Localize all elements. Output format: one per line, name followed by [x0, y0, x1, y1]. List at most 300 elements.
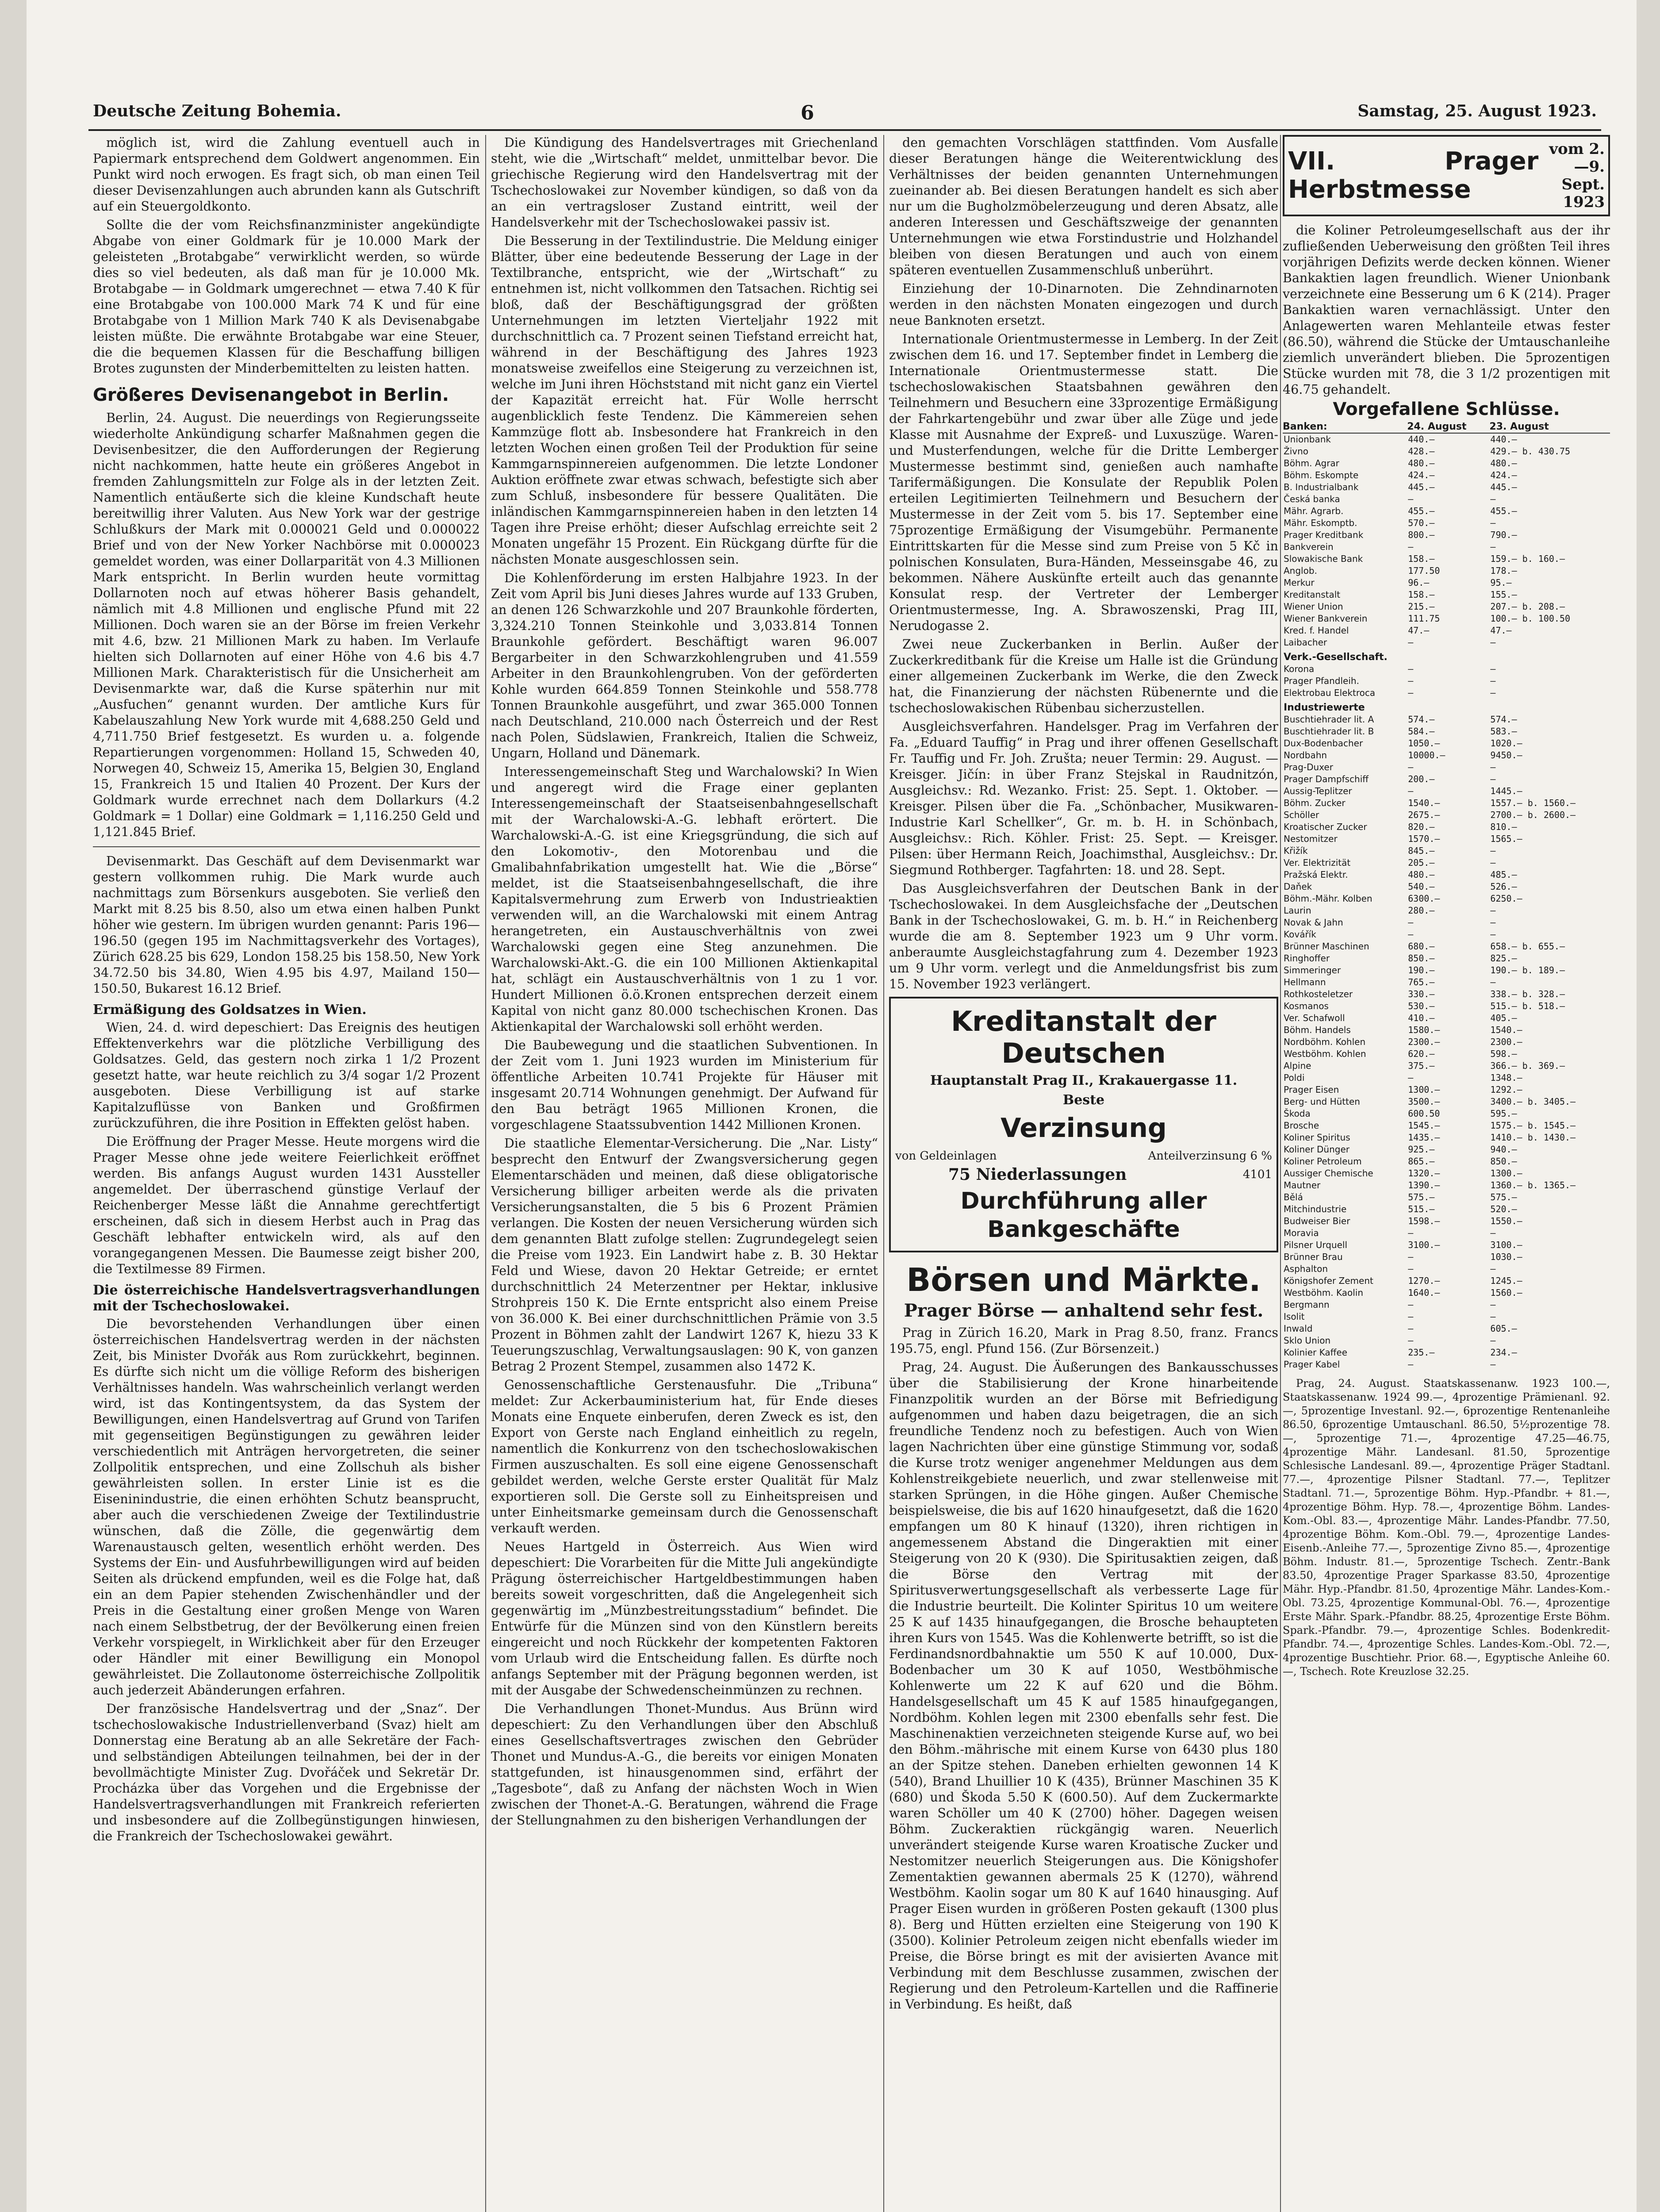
quote-value-current: 410.—: [1408, 1013, 1435, 1023]
quote-name: Alpine: [1284, 1060, 1311, 1071]
quotes-row: [1283, 687, 1610, 699]
quote-name: Isolit: [1284, 1311, 1305, 1322]
quotes-row: [1283, 857, 1610, 869]
market-intro: die Koliner Petroleumgesellschaft aus der ihr zufließenden Ueberweisung den größten Teil ihres vorjährigen Defizits werde decken können. Wiener Bankaktien lagen freundlich. Wiener Unionbank verzeichnete eine Besserung um 6 K (214). Prager Bankaktien waren vernachlässigt. Unter den Anlagewerten waren Mehlanteile etwas fester (86.50), während die Stücke der Umtauschanleihe ziemlich unverändert blieben. Die 5prozentigen Stücke wurden mit 78, die 3 1/2 prozentigen mit 46.75 gehandelt.: [1283, 223, 1610, 397]
quote-name: Dux-Bodenbacher: [1284, 738, 1363, 749]
quote-value-previous: 95.—: [1490, 577, 1512, 588]
quotes-row: [1283, 577, 1610, 589]
quotes-row: [1283, 1335, 1610, 1347]
quote-value-current: 177.50: [1408, 565, 1440, 576]
article-paragraph: Ausgleichsverfahren. Handelsger. Prag im Verfahren der Fa. „Eduard Tauffig“ in Prag und ihrer offenen Gesellschaft Fr. Tauffig und Fr. Joh. Zrušta; neuer Termin: 29. August. — Kreisger. Jičín: in über Franz Stejskal in Raudnitzón, Ausgleichsv.: Rd. Wezanko. Frist: 25. Sept. 1. Oktober. — Kreisger. Pilsen über die Fa. „Schönbacher, Musikwaren-Industrie Karl Schellker“, Gr. m. b. H. in Schönbach, Ausgleichsv.: Rich. Köhler. Frist: 25. Sept. — Kreisger. Pilsen: über Hermann Reich, Joachimsthal, Ausgleichsv.: Dr. Siegmund Rothberger. Tagfahrten: 18. und 28. Sept.: [889, 719, 1278, 877]
quote-value-previous: 3400.— b. 3405.—: [1490, 1096, 1576, 1107]
quote-value-previous: 445.—: [1490, 482, 1517, 492]
quote-value-current: 455.—: [1408, 506, 1435, 516]
quote-value-previous: 178.—: [1490, 565, 1517, 576]
quote-value-previous: 440.—: [1490, 434, 1517, 445]
quote-value-current: —: [1408, 1299, 1414, 1310]
quotes-row: [1283, 1227, 1610, 1239]
quote-value-current: 235.—: [1408, 1347, 1435, 1358]
quote-value-current: 3100.—: [1408, 1240, 1440, 1250]
quote-name: Asphalton: [1284, 1263, 1328, 1274]
quote-name: Böhm.-Mähr. Kolben: [1284, 893, 1372, 904]
quote-name: Křižík: [1284, 845, 1308, 856]
quote-value-previous: 1445.—: [1490, 786, 1522, 796]
quote-value-current: —: [1408, 1263, 1414, 1274]
section-rule: [93, 846, 480, 847]
quotes-row: [1283, 869, 1610, 881]
quote-value-current: 1270.—: [1408, 1275, 1440, 1286]
article-paragraph: Das Ausgleichsverfahren der Deutschen Bank in der Tschechoslowakei. In dem Ausgleichsfache der „Deutschen Bank in der Tschechoslowakei, G. m. b. H.“ in Reichenberg wurde die am 8. September 1923 um 9 Uhr vorm. anberaumte Ausgleichstagfahrung zum 4. Dezember 1923 um 9 Uhr vorm. verlegt und die Anmeldungsfrist bis zum 15. November 1923 verlängert.: [889, 881, 1278, 991]
bank-interest: Verzinsung: [1001, 1113, 1167, 1144]
article-paragraph: den gemachten Vorschlägen stattfinden. Vom Ausfalle dieser Beratungen hänge die Weiterentwicklung des Verhältnisses der beiden genannten Unternehmungen zueinander ab. Bei diesen Beratungen handelt es sich aber nur um die Bugholzmöbelerzeugung und deren Absatz, alle anderen Interessen und Geschäftszweige der genannten Unternehmungen wie etwa Forstindustrie und Holzhandel bleiben von diesen Beratungen und auch von einem späteren eventuellen Zusammenschluß unberührt.: [889, 135, 1278, 277]
bond-quotes: Prag, 24. August. Staatskassenanw. 1923 100.—, Staatskassenanw. 1924 99.—, 4prozentige Prämienanl. 92.—, 5prozentige Investanl. 92.—, 6prozentige Rentenanleihe 86.50, 6prozentige Umtauschanl. 86.50, 5½prozentige 78.—, 5prozentige 71.—, 4prozentige 47.25—46.75, 4prozentige Mähr. Landesanl. 81.50, 5prozentige Schlesische Landesanl. 89.—, 4prozentige Präger Stadtanl. 77.—, 4prozentige Pilsner Stadtanl. 77.—, Teplitzer Stadtanl. 71.—, 5prozentige Böhm. Hyp.-Pfandbr. + 81.—, 4prozentige Böhm. Hyp. 78.—, 4prozentige Böhm. Landes-Kom.-Obl. 83.—, 4prozentige Mähr. Landes-Pfandbr. 77.50, 4prozentige Böhm. Kom.-Obl. 79.—, 4prozentige Landes-Eisenb.-Anleihe 77.—, 5prozentige Zivno 85.—, 4prozentige Böhm. Industr. 81.—, 5prozentige Tschech. Zentr.-Bank 83.50, 4prozentige Prager Sparkasse 83.50, 4prozentige Mähr. Hyp.-Pfandbr. 81.50, 4prozentige Mähr. Landes-Kom.-Obl. 73.25, 4prozentige Kommunal-Obl. 76.—, 4prozentige Erste Mähr. Spark.-Pfandbr. 88.25, 4prozentige Erste Böhm. Spark.-Pfandbr. 79.—, 4prozentige Schles. Bodenkredit-Pfandbr. 74.—, 4prozentige Schles. Landes-Kom.-Obl. 72.—, 4prozentige Buschtiehr. Prior. 68.—, Egyptische Anleihe 60.—, Tschech. Rote Kreuzlose 32.25.: [1283, 1377, 1610, 1678]
quote-value-current: 1540.—: [1408, 798, 1440, 808]
issue-date: Samstag, 25. August 1923.: [1357, 102, 1597, 120]
quotes-header-row: [1283, 421, 1610, 433]
quote-value-previous: 366.— b. 369.—: [1490, 1060, 1565, 1071]
article-paragraph: Einziehung der 10-Dinarnoten. Die Zehndinarnoten werden in den nächsten Monaten eingezogen und durch neue Banknoten ersetzt.: [889, 281, 1278, 328]
quotes-row: [1283, 773, 1610, 785]
quotes-row: [1283, 1215, 1610, 1227]
quote-name: Unionbank: [1284, 434, 1331, 445]
quote-value-current: 47.—: [1408, 625, 1430, 636]
quote-value-previous: —: [1490, 762, 1496, 772]
quote-value-current: 600.50: [1408, 1108, 1440, 1119]
quote-value-previous: 526.—: [1490, 881, 1517, 892]
quote-name: Böhm. Agrar: [1284, 458, 1339, 469]
quotes-row: [1283, 905, 1610, 917]
article-paragraph: Genossenschaftliche Gerstenausfuhr. Die „Tribuna“ meldet: Zur Ackerbauministerium hat, für Ende dieses Monats eine Enquete einberufen, deren Zweck es ist, den Export von Gerste nach England einheitlich zu regeln, namentlich die Konkurrenz von den tschechoslowakischen Firmen auszuschalten. Es soll eine eigene Genossenschaft gebildet werden, welche Gerste erster Qualität für Malz exportieren soll. Die Gerste soll zu Einheitspreisen und unter Einheitsmarke gemeinsam durch die Genossenschaft verkauft werden.: [491, 1378, 878, 1536]
quotes-row: [1283, 1311, 1610, 1323]
bank-deposit-label: von Geldeinlagen: [895, 1149, 997, 1163]
bank-name: Kreditanstalt der Deutschen: [951, 1005, 1216, 1069]
quote-value-current: 480.—: [1408, 869, 1435, 880]
quotes-row: [1283, 1084, 1610, 1096]
quotes-row: [1283, 1239, 1610, 1251]
section-subtitle: Prager Börse — anhaltend sehr fest.: [904, 1300, 1264, 1321]
quote-value-previous: —: [1490, 664, 1496, 674]
quote-value-previous: 1560.—: [1490, 1287, 1522, 1298]
quotes-row: [1283, 737, 1610, 749]
quote-value-previous: 1410.— b. 1430.—: [1490, 1132, 1576, 1143]
quote-value-current: —: [1408, 664, 1414, 674]
quote-value-current: 190.—: [1408, 965, 1435, 975]
quote-value-current: 1050.—: [1408, 738, 1440, 749]
quote-value-current: 765.—: [1408, 977, 1435, 987]
masthead-title: Deutsche Zeitung Bohemia.: [93, 102, 341, 120]
quotes-row: [1283, 663, 1610, 675]
quote-name: Bergmann: [1284, 1299, 1330, 1310]
quote-value-current: 800.—: [1408, 530, 1435, 540]
quotes-row: [1283, 457, 1610, 469]
quote-name: Sklo Union: [1284, 1335, 1331, 1346]
quotes-row: [1283, 1179, 1610, 1191]
quote-value-current: —: [1408, 1072, 1414, 1083]
column-1: [93, 135, 480, 2212]
quotes-row: [1283, 833, 1610, 845]
quote-name: Brünner Brau: [1284, 1252, 1343, 1262]
column-rule: [485, 135, 486, 2212]
quote-value-previous: —: [1490, 1311, 1496, 1322]
quotes-row: [1283, 1108, 1610, 1120]
quotes-row: [1283, 1203, 1610, 1215]
quotes-row: [1283, 1072, 1610, 1084]
quote-name: Laurin: [1284, 905, 1311, 916]
quote-value-current: —: [1408, 1228, 1414, 1238]
quote-value-previous: 2300.—: [1490, 1037, 1522, 1047]
quotes-row: [1283, 821, 1610, 833]
quotes-row: [1283, 785, 1610, 797]
quotes-row: [1283, 893, 1610, 905]
quotes-row: [1283, 988, 1610, 1000]
quote-name: Wiener Union: [1284, 601, 1343, 612]
quote-name: Aussig-Teplitzer: [1284, 786, 1352, 796]
bank-advertisement: [889, 997, 1278, 1252]
quote-value-previous: 455.—: [1490, 506, 1517, 516]
quote-value-previous: 605.—: [1490, 1323, 1517, 1334]
quote-name: Merkur: [1284, 577, 1315, 588]
quote-value-previous: 940.—: [1490, 1144, 1517, 1155]
quote-value-previous: 1557.— b. 1560.—: [1490, 798, 1576, 808]
quote-value-current: 540.—: [1408, 881, 1435, 892]
quote-name: Kosmanos: [1284, 1001, 1329, 1011]
quotes-row: [1283, 1347, 1610, 1359]
quote-value-current: 1435.—: [1408, 1132, 1440, 1143]
quote-value-current: —: [1408, 494, 1414, 504]
market-report: [889, 1325, 1278, 2012]
article-paragraph: Die Verhandlungen Thonet-Mundus. Aus Brünn wird depeschiert: Zu den Verhandlungen über den Abschluß eines Gesellschaftsvertrages zwischen den Gebrüder Thonet und Mundus-A.-G., die bereits vor einigen Monaten stattgefunden, ist hinausgenommen sind, erfährt der „Tagesbote“, daß zu Anfang der nächsten Woch in Wien zwischen der Thonet-A.-G. Beratungen, während die Frage der Stellungnahmen zu den bisherigen Verhandlungen der: [491, 1701, 878, 1828]
quote-name: Königshofer Zement: [1284, 1275, 1373, 1286]
quote-name: Simmeringer: [1284, 965, 1341, 975]
quote-value-current: 620.—: [1408, 1048, 1435, 1059]
article-heading: Größeres Devisenangebot in Berlin.: [93, 385, 449, 405]
quote-name: Ringhoffer: [1284, 953, 1330, 964]
quote-name: Inwald: [1284, 1323, 1313, 1334]
quote-name: Hellmann: [1284, 977, 1326, 987]
quote-value-previous: 1292.—: [1490, 1084, 1522, 1095]
quote-value-current: —: [1408, 929, 1414, 940]
quote-value-previous: 9450.—: [1490, 750, 1522, 760]
quote-value-previous: —: [1490, 857, 1496, 868]
quote-name: Schöller: [1284, 810, 1319, 820]
quote-value-current: 158.—: [1408, 589, 1435, 600]
quotes-row: [1283, 1156, 1610, 1167]
quote-value-previous: 47.—: [1490, 625, 1512, 636]
article-paragraph: möglich ist, wird die Zahlung eventuell auch in Papiermark entsprechend dem Goldwert angenommen. Ein Punkt wird noch erwogen. Es fragt sich, ob man einen Teil dieser Devisenzahlungen auch abrunden kann als Gutschrift auf ein Steuergoldkonto.: [93, 135, 480, 214]
quotes-col-a: 24. August: [1407, 421, 1489, 433]
article-paragraph: Zwei neue Zuckerbanken in Berlin. Außer der Zuckerkreditbank für die Kreise um Halle ist die Gründung einer allgemeinen Zuckerbank im Werke, die den Zweck hat, die Finanzierung der nächsten Rübenernte und die tschechoslowakischen Rübenbau sicherzustellen.: [889, 637, 1278, 715]
quote-value-current: —: [1408, 637, 1414, 648]
quotes-row: [1283, 845, 1610, 857]
quote-value-current: 2675.—: [1408, 810, 1440, 820]
quote-name: Slowakische Bank: [1284, 553, 1363, 564]
quotes-row: [1283, 1012, 1610, 1024]
quote-name: Pilsner Urquell: [1284, 1240, 1348, 1250]
quote-value-current: 330.—: [1408, 989, 1435, 999]
quote-name: Bělá: [1284, 1192, 1303, 1202]
quote-name: Westböhm. Kaolin: [1284, 1287, 1364, 1298]
quote-name: B. Industrialbank: [1284, 482, 1359, 492]
fair-dates-b: Sept. 1923: [1561, 176, 1605, 211]
quote-value-previous: —: [1490, 977, 1496, 987]
quotes-row: [1283, 1359, 1610, 1371]
quote-name: Böhm. Eskompte: [1284, 470, 1359, 480]
quotes-row: [1283, 565, 1610, 577]
quotes-row: [1283, 493, 1610, 505]
quote-name: Poldi: [1284, 1072, 1305, 1083]
quote-value-current: 574.—: [1408, 714, 1435, 725]
quote-value-previous: 520.—: [1490, 1204, 1517, 1214]
bank-services: Durchführung aller Bankgeschäfte: [960, 1188, 1207, 1243]
article-paragraph: Die Baubewegung und die staatlichen Subventionen. In der Zeit vom 1. Juni 1923 wurden im Ministerium für öffentliche Arbeiten 10.741 Projekte für Häuser mit insgesamt 20.714 Wohnungen genehmigt. Der Aufwand für den Bau beträgt 1965 Millionen Kronen, die vorgeschlagene Staatssubvention 1442 Millionen Kronen.: [491, 1038, 878, 1132]
quote-value-current: 3500.—: [1408, 1096, 1440, 1107]
quote-value-previous: —: [1490, 541, 1496, 552]
quote-name: Böhm. Handels: [1284, 1025, 1351, 1035]
article-paragraph: Prag in Zürich 16.20, Mark in Prag 8.50, franz. Francs 195.75, engl. Pfund 156. (Zur Börsenzeit.): [889, 1325, 1278, 1356]
quote-value-current: 215.—: [1408, 601, 1435, 612]
quotes-col-b: 23. August: [1489, 421, 1610, 433]
quote-name: Brünner Maschinen: [1284, 941, 1369, 952]
article-paragraph: Berlin, 24. August. Die neuerdings von Regierungsseite wiederholte Ankündigung scharfer Maßnahmen gegen die Devisenbesitzer, die den Aufforderungen der Regierung nicht nachkommen, hatte heute ein größeres Angebot in fremden Zahlungsmitteln zur Folge als in der letzten Zeit. Namentlich entäußerte sich die kleine Kundschaft heute bereitwillig ihrer Valuten. Aus New York war der gestrige Schlußkurs der Mark mit 0.000021 Geld und 0.000022 Brief und von der New Yorker Nachbörse mit 0.000023 gemeldet worden, was einer Dollarparität von 4.3 Millionen Mark entspricht. In Berlin wurden heute vormittag Dollarnoten noch auf etwas höherer Basis gehandelt, nämlich mit 4.8 Millionen und englische Pfund mit 22 Millionen. Doch waren sie an der Börse im freien Verkehr mit 4.6, bzw. 21 Millionen Mark zu haben. Im Verlaufe hielten sich Dollarnoten auf einer Höhe von 4.6 bis 4.7 Millionen Mark. Charakteristisch für die Unsicherheit am Devisenmarkte war, daß die Kurse späterhin nur mit „Ausfuchen“ genannt wurden. Der amtliche Kurs für Kabelauszahlung New York wurde mit 4,688.250 Geld und 4,711.750 Brief festgesetzt. Es wurden u. a. folgende Repartierungen vorgenommen: Holland 15, Schweden 40, Norwegen 40, Schweiz 15, Amerika 15, Belgien 30, England 15, Frankreich 15 und Italien 40 Prozent. Der Kurs der Goldmark wurde errechnet nach dem Dollarkurs (4.2 Goldmark = 1 Dollar) eine Goldmark = 1,116.250 Geld und 1,121.845 Brief.: [93, 411, 480, 839]
column-3-articles: [889, 135, 1278, 992]
quote-value-current: 1545.—: [1408, 1120, 1440, 1131]
quote-value-previous: 159.— b. 160.—: [1490, 553, 1565, 564]
quote-value-previous: 1565.—: [1490, 833, 1522, 844]
quote-value-current: —: [1408, 917, 1414, 928]
quote-name: Laibacher: [1284, 637, 1327, 648]
article-paragraph: Sollte die der vom Reichsfinanzminister angekündigte Abgabe von einer Goldmark für je 10.000 Mark der geleisteten „Brotabgabe“ verwirklicht werden, so würde dies so viel bedeuten, als daß man für je 10.000 Mk. Brotabgabe — in Goldmark umgerechnet — etwa 7.40 K für eine Brotabgabe von 100.000 Mark 74 K und für eine Brotabgabe von 1 Million Mark 740 K als Devisenabgabe leisten müßte. Die erwähnte Brotabgabe war eine Steuer, die die bequemen Klassen für die Beschaffung billigen Brotes zugunsten der Minderbemittelten zu leisten hatten.: [93, 218, 480, 376]
quote-value-previous: —: [1490, 518, 1496, 528]
quote-value-current: 96.—: [1408, 577, 1430, 588]
quote-value-previous: —: [1490, 637, 1496, 648]
quote-value-previous: 1540.—: [1490, 1025, 1522, 1035]
quotes-body: [1283, 433, 1610, 1371]
quote-name: Mautner: [1284, 1180, 1321, 1190]
quote-value-previous: 850.—: [1490, 1156, 1517, 1167]
article-paragraph: Internationale Orientmustermesse in Lemberg. In der Zeit zwischen dem 16. und 17. September findet in Lemberg die Internationale Orientmustermesse statt. Die tschechoslowakischen Staatsbahnen gewähren den Teilnehmern und Besuchern eine 33prozentige Ermäßigung der Fahrkartengebühr und zwar über alle Züge und jede Klasse mit Ausnahme der Expreß- und Luxuszüge. Waren- und Musterfendungen, welche für die Dritte Lemberger Mustermesse bestimmt sind, genießen auch namhafte Tarifermäßigungen. Die Konsulate der Republik Polen erteilen Legitimierten Teilnehmern und Besuchern der Mustermesse in der Zeit vom 5. bis 17. September eine 75prozentige Ermäßigung der Visumgebühr. Permanente Eintrittskarten für die Messe sind zum Preise von 5 Kč in polnischen Konsulaten, Bura-Händen, Messeinsgabe 46, zu bekommen. Nähere Auskünfte erteilt auch das genannte Konsulat resp. der Vertreter der Lemberger Orientmustermesse, Ing. A. Sbrawoszenski, Prag III, Nerudogasse 2.: [889, 332, 1278, 633]
quotes-row: [1283, 445, 1610, 457]
quote-value-previous: —: [1490, 774, 1496, 784]
quote-name: Prag-Duxer: [1284, 762, 1333, 772]
bank-code: 4101: [1242, 1168, 1272, 1181]
quote-value-current: —: [1408, 1252, 1414, 1262]
quote-value-previous: —: [1490, 676, 1496, 686]
quotes-row: [1283, 1144, 1610, 1156]
quote-value-previous: 658.— b. 655.—: [1490, 941, 1565, 952]
quotes-row: [1283, 541, 1610, 553]
quotes-row: [1283, 553, 1610, 565]
article-paragraph: Die bevorstehenden Verhandlungen über einen österreichischen Handelsvertrag werden in der nächsten Zeit, bis Minister Dvořák aus Rom zurückkehrt, beginnen. Es dürfte sich nicht um die völlige Reform des bisherigen Verhältnisses handeln. Was wahrscheinlich verlangt werden wird, ist das Kontingentsystem, da das System der Bewilligungen, einen Handelsvertrag auf Grund von Tarifen mit gegenseitigen Begünstigungen zu gewähren leider verschiedentlich mit Anträgen hervorgetreten, die seiner Zollpolitik entsprechen, und eine Zollschuh als bisher gewährleisten sollen. In erster Linie ist es die Eiseninindustrie, die einen erhöhten Schutz beansprucht, aber auch die verschiedenen Zweige der Textilindustrie wünschen, daß die Zölle, die gegenwärtig dem Warenaustausch gelten, wesentlich erhöht werden. Des Systems der Ein- und Ausfuhrbewilligungen wird auf beiden Seiten als drückend empfunden, weil es die Folge hat, daß ein an dem Papier stehenden Zwischenhändler und der Preis in die Gestaltung einer großen Menge von Waren nach einem Selbstbetrug, der der Bevölkerung einen freien Verkehr vorspiegelt, in Wirklichkeit aber für den Erzeuger oder Händler mit einer Bewilligung ein Monopol gewährleistet. Die Zollautonome österreichische Zollpolitik auch jederzeit Abänderungen erfahren.: [93, 1317, 480, 1697]
quote-name: Ver. Elektrizität: [1284, 857, 1351, 868]
quote-value-current: 845.—: [1408, 845, 1435, 856]
fair-dates: [1538, 140, 1605, 211]
article-paragraph: Die staatliche Elementar-Versicherung. Die „Nar. Listy“ besprecht den Entwurf der Zwangsversicherung gegen Elementarschäden und meinen, daß diese obligatorische Versicherung billiger arbeiten werde als die privaten Versicherungsanstalten, die 5 bis 6 Prozent Prämien verlangen. Die Kosten der neuen Versicherung würden sich dem genannten Blatt zufolge stellen: Zugrundegelegt seien die Preise vom 1923. Ein Landwirt habe z. B. 30 Hektar Feld und Wiese, davon 20 Hektar Getreide; er erntet durchschnittlich 24 Meterzentner per Hektar, inklusive Strohpreis 150 K. Die Ernte entspricht also einem Preise von 36.000 K. Bei einer durchschnittlichen Prämie von 3.5 Prozent in Böhmen zahlt der Landwirt 1267 K, hiezu 33 K Teuerungszuschlag, Verwaltungsauslagen: 90 K, von ganzen Betrag 2 Prozent Stempel, zusammen also 1472 K.: [491, 1136, 878, 1374]
quote-name: Ver. Schafwoll: [1284, 1013, 1345, 1023]
quote-value-current: 515.—: [1408, 1204, 1435, 1214]
quote-value-previous: 825.—: [1490, 953, 1517, 964]
quote-value-current: 280.—: [1408, 905, 1435, 916]
quote-value-current: 424.—: [1408, 470, 1435, 480]
column-4: [1283, 135, 1610, 2212]
bank-branches-row: [895, 1167, 1272, 1183]
article-paragraph: Devisenmarkt. Das Geschäft auf dem Devisenmarkt war gestern vollkommen ruhig. Die Mark wurde auch nachmittags zum Börsenkurs ausgeboten. Sie verließ den Markt mit 8.25 bis 8.50, also um etwa einen halben Punkt höher wie gestern. Im übrigen wurden genannt: Paris 196—196.50 (gegen 195 im Nachmittagsverkehr des Vortages), Zürich 628.25 bis 629, London 158.25 bis 158.50, New York 34.72.50 bis 34.80, Wien 4.95 bis 4.97, Mailand 150—150.50, Bukarest 16.12 Brief.: [93, 854, 480, 996]
quotes-row: [1283, 952, 1610, 964]
quote-value-previous: 3100.—: [1490, 1240, 1522, 1250]
quotes-row: [1283, 1120, 1610, 1132]
column-rule: [883, 135, 884, 2212]
fair-advertisement: [1283, 135, 1610, 216]
quote-value-previous: 190.— b. 189.—: [1490, 965, 1565, 975]
quote-value-current: 1390.—: [1408, 1180, 1440, 1190]
quotes-row: [1283, 726, 1610, 737]
quote-name: Kovářík: [1284, 929, 1316, 940]
quote-value-previous: 810.—: [1490, 822, 1517, 832]
quote-value-current: 428.—: [1408, 446, 1435, 457]
quotes-row: [1283, 761, 1610, 773]
bank-best: Beste: [1062, 1092, 1105, 1108]
quote-value-current: 445.—: [1408, 482, 1435, 492]
article-paragraph: Wien, 24. d. wird depeschiert: Das Ereignis des heutigen Effektenverkehrs war die plötzliche Verbilligung des Goldsatzes. Geld, das gestern noch zirka 1 1/2 Prozent gesetzt hatte, war heute reichlich zu 3/4 sogar 1/2 Prozent ausgeboten. Diese Verbilligung ist auf starke Kapitalzuflüsse von Banken und Großfirmen zurückzuführen, die ihre Position in Effekten gelöst haben.: [93, 1020, 480, 1130]
quote-value-previous: 574.—: [1490, 714, 1517, 725]
article-paragraph: Der französische Handelsvertrag und der „Snaz“. Der tschechoslowakische Industriellenverband (Svaz) hielt am Donnerstag eine Beratung ab an alle Sekretäre der Fach- und selbständigen Abteilungen teilnahmen, bei der in der bevollmächtigte Minister Zug. Dvořáček und Sekretär Dr. Procházka über das Vorgehen und die Ergebnisse der Handelsvertragsverhandlungen mit Frankreich referierten und insbesondere auf die Zollbegünstigungen hinwiesen, die Frankreich der Tschechoslowakei gewährt.: [93, 1701, 480, 1843]
header-rule: [88, 129, 1601, 131]
quote-value-previous: —: [1490, 1359, 1496, 1370]
quote-value-previous: 595.—: [1490, 1108, 1517, 1119]
quote-value-current: 530.—: [1408, 1001, 1435, 1011]
quotes-col-name: Banken:: [1283, 421, 1407, 433]
quotes-row: [1283, 749, 1610, 761]
quote-value-previous: 6250.—: [1490, 893, 1522, 904]
quote-value-current: 111.75: [1408, 613, 1440, 624]
quotes-row: [1283, 1263, 1610, 1275]
quote-name: Prager Eisen: [1284, 1084, 1339, 1095]
quote-value-current: 1580.—: [1408, 1025, 1440, 1035]
quote-value-previous: —: [1490, 687, 1496, 698]
quote-value-current: 820.—: [1408, 822, 1435, 832]
quote-value-current: —: [1408, 1359, 1414, 1370]
quote-name: Buschtiehrader lit. B: [1284, 726, 1374, 737]
quotes-row: [1283, 1000, 1610, 1012]
quote-name: Anglob.: [1284, 565, 1317, 576]
quotes-row: [1283, 517, 1610, 529]
quote-value-current: —: [1408, 762, 1414, 772]
quote-name: Mähr. Eskomptb.: [1284, 518, 1357, 528]
quotes-row: [1283, 589, 1610, 601]
quote-value-previous: 1550.—: [1490, 1216, 1522, 1226]
quotes-category-label: Verk.-Gesellschaft.: [1284, 652, 1388, 663]
quote-name: Moravia: [1284, 1228, 1319, 1238]
quote-value-previous: 234.—: [1490, 1347, 1517, 1358]
quotes-row: [1283, 1132, 1610, 1144]
quotes-row: [1283, 1167, 1610, 1179]
quotes-row: [1283, 481, 1610, 493]
quotes-row: [1283, 1287, 1610, 1299]
quote-value-previous: —: [1490, 905, 1496, 916]
quote-name: Koliner Spiritus: [1284, 1132, 1350, 1143]
quote-value-previous: 515.— b. 518.—: [1490, 1001, 1565, 1011]
quote-value-current: —: [1408, 541, 1414, 552]
column-2: [491, 135, 878, 2212]
bank-address: Hauptanstalt Prag II., Krakauergasse 11.: [930, 1073, 1238, 1088]
quote-value-previous: 575.—: [1490, 1192, 1517, 1202]
newspaper-page: [27, 0, 1637, 2212]
quote-value-previous: —: [1490, 1228, 1496, 1238]
quote-value-previous: 429.— b. 430.75: [1490, 446, 1571, 457]
quote-name: Berg- und Hütten: [1284, 1096, 1360, 1107]
quote-name: Daňek: [1284, 881, 1312, 892]
quote-value-previous: 100.— b. 100.50: [1490, 613, 1571, 624]
quote-value-current: 6300.—: [1408, 893, 1440, 904]
quote-value-previous: 405.—: [1490, 1013, 1517, 1023]
article-heading: Ermäßigung des Goldsatzes in Wien.: [93, 1002, 367, 1018]
quotes-row: [1283, 1048, 1610, 1060]
quote-value-current: —: [1408, 687, 1414, 698]
quote-value-previous: 598.—: [1490, 1048, 1517, 1059]
quote-value-current: 10000.—: [1408, 750, 1445, 760]
quote-value-previous: —: [1490, 494, 1496, 504]
quote-value-previous: —: [1490, 917, 1496, 928]
quote-name: Aussiger Chemische: [1284, 1168, 1373, 1179]
article-heading: Die österreichische Handelsvertragsverhandlungen mit der Tschechoslowakei.: [93, 1283, 480, 1314]
quote-name: Prager Pfandleih.: [1284, 676, 1359, 686]
quotes-row: [1283, 675, 1610, 687]
quote-value-current: —: [1408, 786, 1414, 796]
quotes-row: [1283, 1024, 1610, 1036]
quote-value-previous: 1360.— b. 1365.—: [1490, 1180, 1576, 1190]
quote-name: Koliner Dünger: [1284, 1144, 1350, 1155]
quote-value-previous: —: [1490, 1263, 1496, 1274]
quotes-row: [1283, 929, 1610, 941]
bank-rate-label: Anteilverzinsung 6 %: [1148, 1149, 1272, 1163]
article-paragraph: Interessengemeinschaft Steg und Warchalowski? In Wien und angeregt wird die Frage einer geplanten Interessengemeinschaft der Staatseisenbahngesellschaft mit der Warchalowski-A.-G. lebhaft erörtert. Die Warchalowski-A.-G. ist eine Kriegsgründung, die sich auf den Lokomotiv-, den Motorenbau und die Gmalibahnfabrikation umgestellt hat. Wie die „Börse“ meldet, ist die Staatseisenbahngesellschaft, die ihre Kapitalsvermehrung zum Erwerb von Industrieaktien verwenden will, an die Warchalowski mit einem Antrag herangetreten, ein Austauschverhältnis von zwei Warchalowski gegen eine Steg anzunehmen. Die Warchalowski-Akt.-G. die ein 100 Millionen Aktienkapital hat, schlägt ein Austauschverhältnis von 1 zu 1 vor. Hundert Millionen ö.ö.Kronen entsprechen derzeit einem Kapital von nicht ganz 80.000 tschechischen Kronen. Das Aktienkapital der Warchalowski soll erhöht werden.: [491, 764, 878, 1034]
quote-value-previous: 424.—: [1490, 470, 1517, 480]
quotes-row: [1283, 1323, 1610, 1335]
quotes-row: [1283, 1299, 1610, 1311]
quotes-category: [1283, 649, 1610, 663]
quote-name: Koliner Petroleum: [1284, 1156, 1362, 1167]
quotes-table: [1283, 421, 1610, 1371]
quote-name: Prager Kreditbank: [1284, 530, 1364, 540]
column-rule: [1280, 135, 1281, 2212]
quote-name: Česká banka: [1284, 494, 1340, 504]
quote-name: Budweiser Bier: [1284, 1216, 1350, 1226]
article-paragraph: Die Kündigung des Handelsvertrages mit Griechenland steht, wie die „Wirtschaft“ meldet, unmittelbar bevor. Die griechische Regierung wird den Handelsvertrag mit der Tschechoslowakei zur November kündigen, so daß von da an ein vertragsloser Zustand eintritt, weil der Handelsverkehr mit der Tschechoslowakei passiv ist.: [491, 135, 878, 230]
quotes-row: [1283, 1036, 1610, 1048]
quote-name: Mähr. Agrarb.: [1284, 506, 1344, 516]
article-paragraph: Die Besserung in der Textilindustrie. Die Meldung einiger Blätter, über eine bedeutende Besserung der Lage in der Textilbranche, entspricht, wie der „Wirtschaft“ zu entnehmen ist, nicht vollkommen den Tatsachen. Richtig sei bloß, daß der Beschäftigungsgrad der größten Unternehmungen im letzten Vierteljahr 1922 mit durchschnittlich ca. 7 Prozent seinen Tiefstand erreicht hat, während in der Beschäftigung des Jahres 1923 monatsweise zweifellos eine Steigerung zu verzeichnen ist, welche im Juni ihren Höchststand mit nicht ganz ein Viertel der Kapazität erreicht hat. Für Wolle herrscht augenblicklich feste Tendenz. Die Kämmereien sehen Kammzüge flott ab. Insbesondere hat Frankreich in den letzten Wochen einen großen Teil der Produktion für seine Kammgarnspinnereien aufgenommen. Die letzte Londoner Auktion eröffnete zwar etwas schwach, befestigte sich aber zum Schluß, insbesondere für bessere Qualitäten. Die inländischen Kammgarnspinnereien haben in den letzten 14 Tagen ihre Preise erhöht; dieser Aufschlag erreichte seit 2 Monaten ungefähr 15 Prozent. Ein Rückgang dürfte für die nächsten Monate ausgeschlossen sein.: [491, 234, 878, 567]
quote-value-previous: 338.— b. 328.—: [1490, 989, 1565, 999]
bank-branches: 75 Niederlassungen: [948, 1165, 1127, 1184]
quote-value-current: 1598.—: [1408, 1216, 1440, 1226]
quote-name: Pražská Elektr.: [1284, 869, 1348, 880]
quotes-row: [1283, 941, 1610, 952]
quote-name: Bankverein: [1284, 541, 1334, 552]
quote-name: Prager Kabel: [1284, 1359, 1340, 1370]
quotes-row: [1283, 469, 1610, 481]
quote-value-current: 1320.—: [1408, 1168, 1440, 1179]
quotes-row: [1283, 976, 1610, 988]
quote-value-previous: 2700.— b. 2600.—: [1490, 810, 1576, 820]
quote-name: Nestomitzer: [1284, 833, 1338, 844]
page-number: 6: [801, 102, 814, 124]
quote-value-current: 200.—: [1408, 774, 1435, 784]
bank-deposit-row: [895, 1148, 1272, 1164]
quote-name: Nordbahn: [1284, 750, 1327, 760]
quote-value-previous: —: [1490, 1335, 1496, 1346]
quote-value-current: 480.—: [1408, 458, 1435, 469]
quotes-row: [1283, 505, 1610, 517]
quote-value-current: 570.—: [1408, 518, 1435, 528]
